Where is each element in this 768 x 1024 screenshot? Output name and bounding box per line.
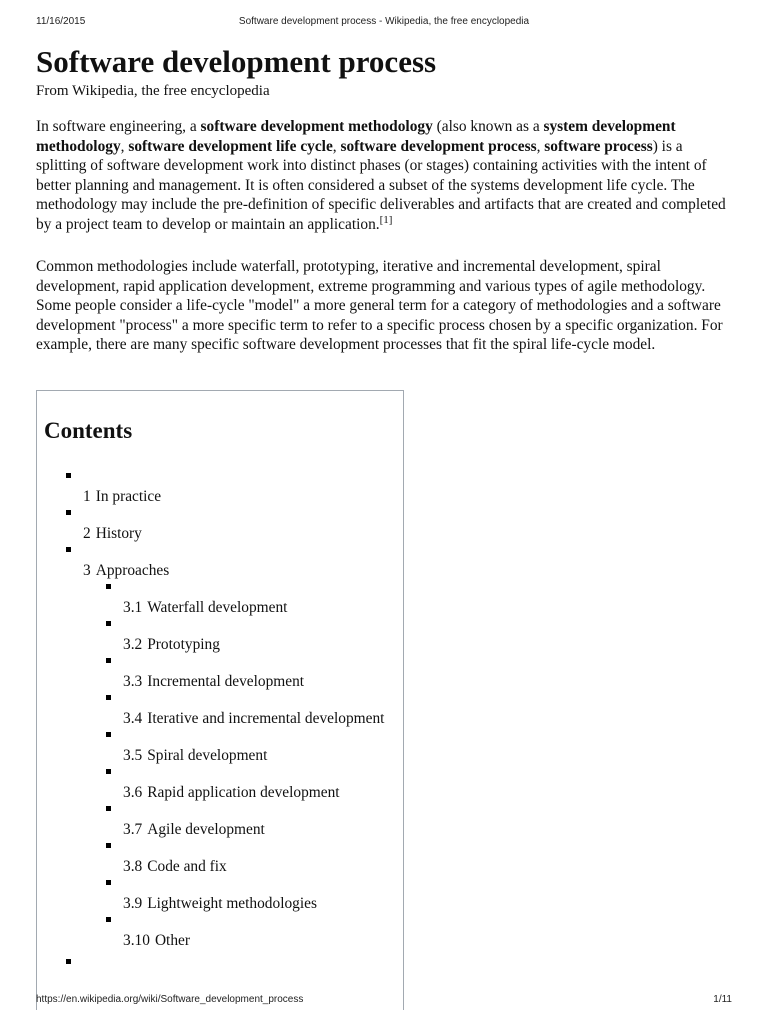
toc-item-iterative-incremental[interactable] bbox=[37, 693, 403, 730]
print-url: https://en.wikipedia.org/wiki/Software_development_process bbox=[36, 994, 304, 1005]
bullet-icon bbox=[106, 769, 111, 774]
bullet-icon bbox=[106, 732, 111, 737]
toc-item-other[interactable] bbox=[37, 915, 403, 952]
toc-link[interactable]: 3.1 Waterfall development bbox=[123, 599, 288, 616]
term-system-dm: system development methodology bbox=[36, 118, 676, 155]
toc-item-prototyping[interactable] bbox=[37, 619, 403, 656]
article-tagline: From Wikipedia, the free encyclopedia bbox=[36, 83, 270, 99]
bullet-icon bbox=[106, 806, 111, 811]
toc-link[interactable]: 3.7 Agile development bbox=[123, 821, 265, 838]
toc-item-code-and-fix[interactable] bbox=[37, 841, 403, 878]
toc-item-waterfall[interactable] bbox=[37, 582, 403, 619]
toc-link[interactable]: 3.2 Prototyping bbox=[123, 636, 220, 653]
toc-link[interactable]: 3.5 Spiral development bbox=[123, 747, 268, 764]
term-sdm: software development methodology bbox=[200, 118, 433, 135]
bullet-icon bbox=[106, 621, 111, 626]
toc-item-continued bbox=[37, 957, 403, 994]
bullet-icon bbox=[106, 584, 111, 589]
bullet-icon bbox=[66, 510, 71, 515]
bullet-icon bbox=[106, 843, 111, 848]
bullet-icon bbox=[106, 917, 111, 922]
toc-link[interactable]: 3.9 Lightweight methodologies bbox=[123, 895, 317, 912]
print-page-title: Software development process - Wikipedia, the free encyclopedia bbox=[238, 16, 530, 27]
toc-link[interactable]: 2 History bbox=[83, 525, 142, 542]
toc-link[interactable]: 3.3 Incremental development bbox=[123, 673, 305, 690]
toc-item-lightweight[interactable] bbox=[37, 878, 403, 915]
toc-title: Contents bbox=[44, 418, 133, 443]
term-sdlc: software development life cycle bbox=[128, 137, 333, 155]
reference-link-1[interactable]: [1] bbox=[379, 213, 393, 226]
toc-item-spiral[interactable] bbox=[37, 730, 403, 767]
toc-link[interactable]: 3.4 Iterative and incremental development bbox=[123, 710, 385, 727]
toc-link[interactable]: 3 Approaches bbox=[83, 562, 170, 579]
toc-link[interactable]: 3.6 Rapid application development bbox=[123, 784, 340, 801]
toc-item-agile[interactable] bbox=[37, 804, 403, 841]
toc-link[interactable]: 1 In practice bbox=[83, 488, 162, 505]
intro-paragraph: In software engineering, a software development methodology (also known as a system development methodology, software development life cycle, software development process, software process) is a splitting of software development work into distinct phases (or stages) containing activities with the intent of better planning and management. It is often considered a subset of the systems development life cycle. The methodology may include the pre-definition of specific deliverables and artifacts that are created and completed by a project team to develop or maintain an application.[1] bbox=[36, 118, 726, 233]
methodologies-paragraph: Common methodologies include waterfall, prototyping, iterative and incremental development, spiral development, rapid application development, extreme programming and various types of agile methodology. Some people consider a life-cycle "model" a more general term for a category of methodologies and a software development "process" a more specific term to refer to a specific process chosen by a specific organization. For example, there are many specific software development processes that fit the spiral life-cycle model. bbox=[36, 258, 723, 353]
article-title: Software development process bbox=[36, 44, 437, 79]
toc-link[interactable]: 3.10 Other bbox=[123, 932, 190, 949]
bullet-icon bbox=[66, 547, 71, 552]
bullet-icon bbox=[66, 959, 71, 964]
toc-item-history[interactable] bbox=[37, 508, 403, 545]
bullet-icon bbox=[106, 658, 111, 663]
toc-item-incremental[interactable] bbox=[37, 656, 403, 693]
bullet-icon bbox=[106, 880, 111, 885]
table-of-contents bbox=[36, 390, 404, 1010]
toc-item-in-practice[interactable] bbox=[37, 471, 403, 508]
toc-item-rad[interactable] bbox=[37, 767, 403, 804]
bullet-icon bbox=[106, 695, 111, 700]
term-sdp: software development process bbox=[340, 137, 537, 155]
print-date: 11/16/2015 bbox=[36, 16, 86, 27]
toc-link[interactable]: 3.8 Code and fix bbox=[123, 858, 227, 875]
bullet-icon bbox=[66, 473, 71, 478]
toc-item-approaches[interactable] bbox=[37, 545, 403, 582]
print-page-number: 1/11 bbox=[713, 994, 732, 1005]
term-software-process: software process bbox=[544, 137, 653, 155]
